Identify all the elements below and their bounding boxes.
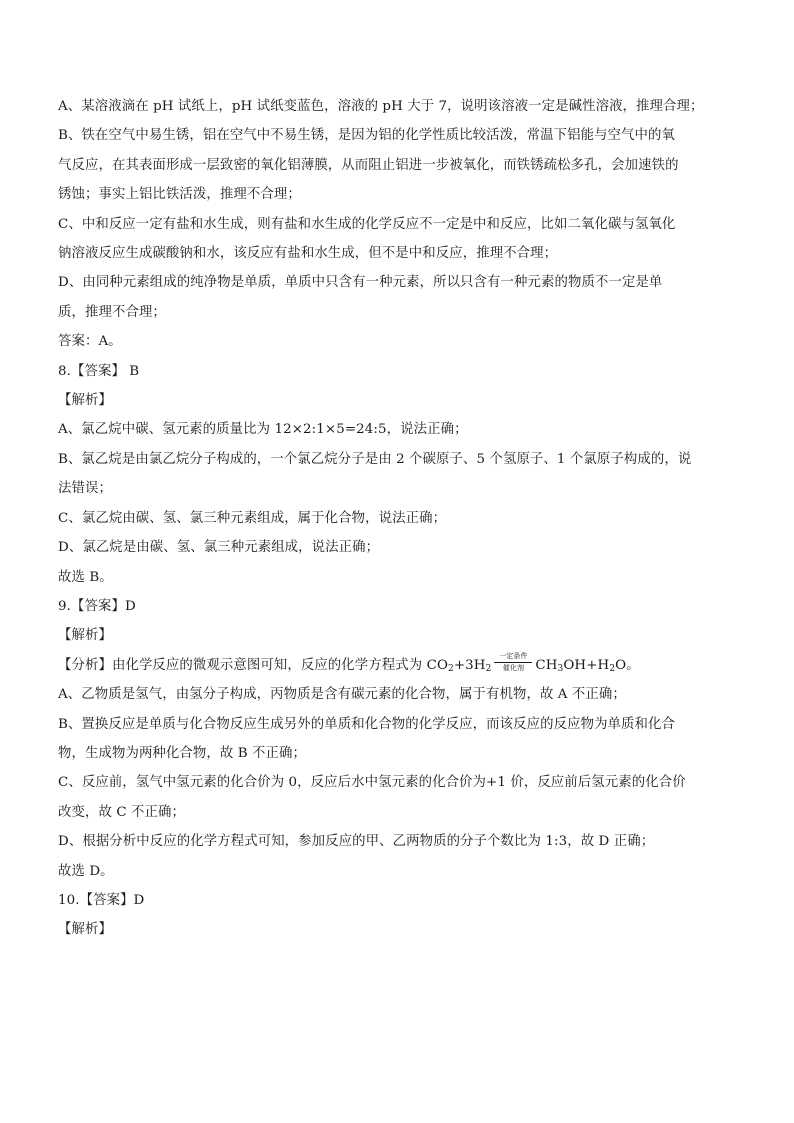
document-body	[58, 92, 738, 945]
arrow-condition-bottom: 催化剂	[502, 663, 525, 672]
text-line: 法错误；	[58, 481, 112, 497]
text-line: 物，生成物为两种化合物，故 B 不正确；	[58, 745, 306, 761]
subscript: 2	[448, 663, 454, 674]
question-9-answer: 9.【答案】D	[58, 598, 136, 614]
text-line: 质，推理不合理；	[58, 304, 166, 320]
text-line: 钠溶液反应生成碳酸钠和水，该反应有盐和水生成，但不是中和反应，推理不合理；	[58, 246, 558, 262]
subscript: 3	[557, 663, 564, 674]
answer-line: 故选 B。	[58, 569, 113, 585]
analysis-heading: 【解析】	[58, 393, 112, 409]
text-line: 改变，故 C 不正确；	[58, 804, 185, 820]
equation-mid: +3H	[453, 657, 486, 673]
subscript: 2	[485, 663, 492, 674]
equation-line	[58, 651, 738, 680]
text-line: A、某溶液滴在 pH 试纸上，pH 试纸变蓝色，溶液的 pH 大于 7，说明该溶液一定是碱性溶液，推理合理；	[58, 99, 704, 114]
text-line: D、根据分析中反应的化学方程式可知，参加反应的甲、乙两物质的分子个数比为 1:3，故 D 正确；	[58, 834, 655, 850]
text-line: 气反应，在其表面形成一层致密的氧化铝薄膜，从而阻止铝进一步被氧化，而铁锈疏松多孔，会加速铁的	[58, 157, 679, 173]
equation-end: O。	[615, 657, 640, 673]
equation-product: CH	[535, 657, 558, 673]
text-line: A、乙物质是氢气，由氢分子构成，丙物质是含有碳元素的化合物，属于有机物，故 A 不正确；	[58, 687, 626, 703]
subscript: 2	[609, 663, 616, 674]
text-line: C、氯乙烷由碳、氢、氯三种元素组成，属于化合物，说法正确；	[58, 510, 447, 526]
text-line: C、反应前，氢气中氢元素的化合价为 0，反应后水中氢元素的化合价为+1 价，反应前后氢元素的化合价	[58, 775, 686, 791]
text-line: D、由同种元素组成的纯净物是单质，单质中只含有一种元素，所以只含有一种元素的物质不一定是单	[58, 275, 663, 291]
text-line: A、氯乙烷中碳、氢元素的质量比为 12×2:1×5=24:5，说法正确；	[58, 422, 468, 438]
question-10-answer: 10.【答案】D	[58, 892, 145, 908]
text-line: B、氯乙烷是由氯乙烷分子构成的，一个氯乙烷分子是由 2 个碳原子、5 个氢原子、1 个氯原子构成的，说	[58, 451, 692, 467]
analysis-heading: 【解析】	[58, 922, 112, 938]
answer-line: 故选 D。	[58, 863, 114, 879]
analysis-heading: 【解析】	[58, 628, 112, 644]
text-line: D、氯乙烷是由碳、氢、氯三种元素组成，说法正确；	[58, 540, 380, 556]
arrow-condition-top: 一定条件	[499, 651, 528, 660]
equation-tail: OH+H	[563, 657, 610, 673]
question-8-answer: 8.【答案】 B	[58, 363, 140, 379]
text-line: B、铁在空气中易生锈，铝在空气中不易生锈，是因为铝的化学性质比较活泼，常温下铝能与空气中的氧	[58, 128, 676, 144]
reaction-arrow	[492, 651, 534, 672]
equation-prefix: 【分析】由化学反应的微观示意图可知，反应的化学方程式为 CO	[58, 657, 449, 673]
text-line: C、中和反应一定有盐和水生成，则有盐和水生成的化学反应不一定是中和反应，比如二氧化碳与氢氧化	[58, 216, 676, 232]
text-line: B、置换反应是单质与化合物反应生成另外的单质和化合物的化学反应，而该反应的反应物为单质和化合	[58, 716, 676, 732]
answer-line: 答案：A。	[58, 334, 122, 350]
text-line: 锈蚀；事实上铝比铁活泼，推理不合理；	[58, 187, 301, 203]
arrow-bar	[494, 662, 532, 663]
